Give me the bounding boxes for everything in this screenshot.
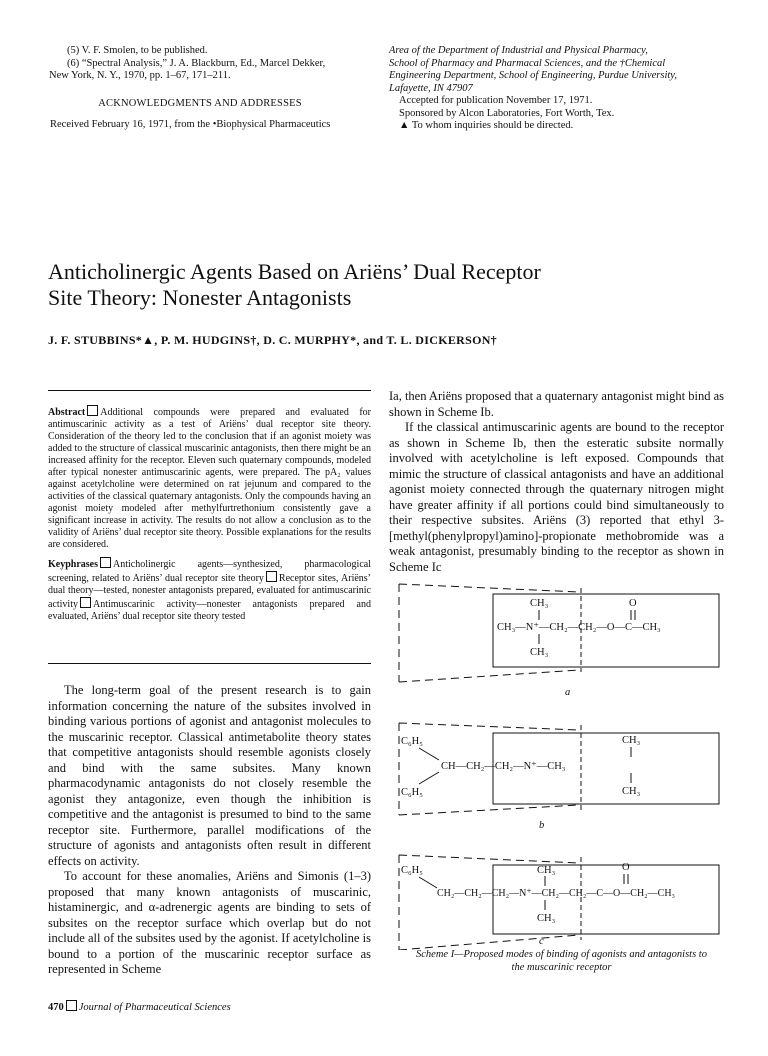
scheme-b-bottom: CH₃ [622, 786, 641, 797]
ack-heading: ACKNOWLEDGMENTS AND ADDRESSES [98, 98, 302, 109]
accepted-line: Accepted for publication November 17, 1971. [399, 95, 593, 106]
abstract-top-rule [48, 390, 371, 391]
keyphrase-1: Anticholinergic agents—synthesized, pharmacological screening, related to Ariëns’ dual receptor site theory [48, 559, 371, 584]
scheme-a [497, 598, 661, 698]
article-notes [399, 95, 729, 133]
scheme-b-top: CH₃ [622, 735, 641, 746]
scheme-a-top: CH₃ [530, 598, 549, 609]
scheme-c-main: CH₂—CH₂—CH₂—N⁺—CH₂—CH₂—C—O—CH₂—CH₃ [437, 888, 676, 899]
scheme-b [401, 735, 641, 831]
abstract-block [48, 405, 371, 623]
reference-5: (5) V. F. Smolen, to be published. [67, 45, 208, 56]
reference-6-cont: New York, N. Y., 1970, pp. 1–67, 171–211. [49, 70, 231, 81]
title-line-2: Site Theory: Nonester Antagonists [48, 285, 352, 310]
reference-6: (6) “Spectral Analysis,” J. A. Blackburn, Ed., Marcel Dekker, [67, 57, 326, 69]
scheme-a-carbonyl: O [629, 598, 637, 609]
right-column-body [389, 389, 724, 575]
scheme-a-bottom: CH₃ [530, 647, 549, 658]
box-icon [266, 571, 277, 582]
body-paragraph: To account for these anomalies, Ariëns and Simonis (1–3) proposed that many known antagonists of muscarinic, histaminergic, and α-adrenergic agents are binding to sets of subsites on the receptor surface which overlap but do not include all of the subsites used by the agonist. If acetylcholine is bound to a portion of the muscarinic receptor surface as represented in Scheme [48, 869, 371, 976]
scheme-b-phenyl-1: C₆H₅ [401, 736, 423, 747]
title-line-1: Anticholinergic Agents Based on Ariëns’ Dual Receptor [48, 259, 541, 284]
affiliation-line: Engineering Department, School of Engineering, Purdue University, [389, 70, 678, 81]
scheme-c-bottom: CH₃ [537, 913, 556, 924]
subsite-box-c [493, 865, 719, 934]
affiliation-line: Area of the Department of Industrial and Physical Pharmacy, [389, 45, 648, 56]
body-paragraph: Ia, then Ariëns proposed that a quaternary antagonist might bind as shown in Scheme Ib. [389, 389, 724, 419]
inquiries-line: ▲ To whom inquiries should be directed. [399, 120, 574, 131]
scheme-c-top: CH₃ [537, 865, 556, 876]
article-title [48, 259, 728, 311]
affiliation-line: School of Pharmacy and Pharmacal Sciences, and the †Chemical [389, 57, 666, 69]
scheme-a-label: a [565, 687, 571, 698]
page-footer [48, 1000, 368, 1015]
authors: J. F. STUBBINS*▲, P. M. HUDGINS†, D. C. MURPHY*, and T. L. DICKERSON† [48, 333, 497, 347]
sponsored-line: Sponsored by Alcon Laboratories, Fort Worth, Tex. [399, 107, 615, 119]
body-paragraph: If the classical antimuscarinic agents are bound to the receptor as shown in Scheme Ib, then the esteratic subsite normally involved with acetylcholine is left exposed. Compounds that mimic the structure of classical antagonists and have an additional agonist moiety connected through the quaternary nitrogen might have greater affinity if all portions could bind simultaneously to their respective subsites. Ariëns (3) reported that ethyl 3-[methyl(phenylpropyl)amino]-propionate methobromide was a weak antagonist, presumably binding to the receptor as shown in Scheme Ic [389, 420, 724, 574]
abstract-text: Additional compounds were prepared and evaluated for antimuscarinic activity as a test of Ariëns’ dual receptor site theory. Consideration of the theory led to the conclusion that if an agonist moiety was added to the structure of classical muscarinic antagonists, then there might be an increased affinity for the receptor. Eleven such quaternary compounds, modeled after typical nonester antimuscarinic agents, were prepared. The pA₂ values against acetylcholine were determined on rat jejunum and compared to the activities of the classical quaternary antagonists. Only the compounds having an agonist moiety modeled after methylfurtrethonium consistently gave a significant increase in activity. The results do not allow a conclusion as to the validity of Ariëns’ dual receptor site theory. Possible explanations for the results are considered. [48, 407, 371, 550]
abstract-label: Abstract [48, 407, 86, 418]
scheme-c-carbonyl: O [622, 862, 630, 873]
scheme-a-main: CH₃—N⁺—CH₂—CH₂—O—C—CH₃ [497, 622, 661, 633]
abstract-bottom-rule [48, 663, 371, 664]
journal-name: Journal of Pharmaceutical Sciences [78, 1002, 231, 1013]
scheme-c-label: c [539, 936, 544, 947]
affiliation [389, 45, 729, 95]
scheme-caption-line-2: the muscarinic receptor [511, 961, 612, 973]
scheme-b-main: CH—CH₂—CH₂—N⁺—CH₃ [441, 761, 566, 772]
scheme-diagram [389, 570, 737, 950]
box-icon [66, 1000, 77, 1011]
scheme-c-phenyl: C₆H₅ [401, 865, 423, 876]
scheme-b-phenyl-2: C₆H₅ [401, 787, 423, 798]
references [49, 45, 363, 83]
keyphrase-2: Receptor sites, Ariëns’ dual theory—tested, nonester antagonists prepared, evaluated for antimuscarinic activity [48, 573, 372, 610]
affiliation-line: Lafayette, IN 47907 [389, 82, 473, 94]
scheme-caption [389, 949, 734, 974]
keyphrase-3: Antimuscarinic activity—nonester antagonists prepared and evaluated, Ariëns’ dual receptor site theory tested [48, 599, 371, 622]
page-number: 470 [48, 1002, 64, 1013]
scheme-b-label: b [539, 820, 545, 831]
scheme-caption-line-1: Scheme I—Proposed modes of binding of agonists and antagonists to [416, 949, 707, 960]
received-line: Received February 16, 1971, from the •Biophysical Pharmaceutics [50, 119, 331, 130]
body-paragraph: The long-term goal of the present research is to gain information concerning the nature of the subsites involved in binding various portions of agonist and antagonist molecules to the muscarinic receptor. Classical antimetabolite theory states that competitive antagonists should resemble agonists closely and bind with the same subsites. Many known pharmacodynamic antagonists do not closely resemble the agonist they antagonize, even though the inhibition is competitive and the antagonist is presumed to bind to the same receptor site. Furthermore, parallel modifications of the structure of agonists and antagonists often result in different effects on activity. [48, 683, 371, 868]
box-icon [87, 405, 98, 416]
box-icon [80, 597, 91, 608]
box-icon [100, 557, 111, 568]
left-column-body [48, 683, 371, 978]
keyphrases-label: Keyphrases [48, 559, 98, 570]
